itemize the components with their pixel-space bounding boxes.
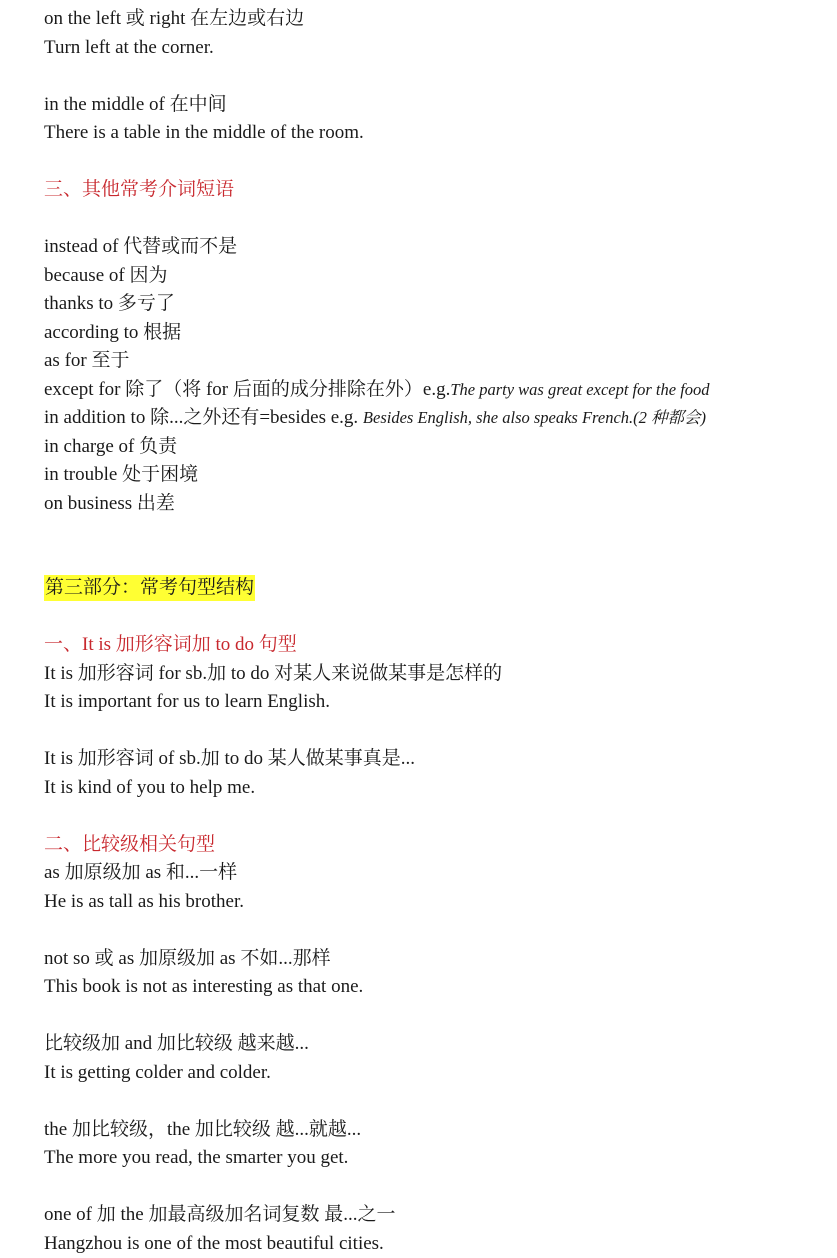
phrase-thanks-to: thanks to 多亏了 [44,290,829,319]
pattern-not-so-as: not so 或 as 加原级加 as 不如...那样 [44,945,829,974]
phrase-in-trouble: in trouble 处于困境 [44,461,829,490]
example-more-you-read: The more you read, the smarter you get. [44,1144,829,1173]
example-hangzhou: Hangzhou is one of the most beautiful cities. [44,1230,829,1258]
part-three-title-row [44,574,829,603]
example-colder-and-colder: It is getting colder and colder. [44,1059,829,1088]
pattern-as-as: as 加原级加 as 和...一样 [44,859,829,888]
phrase-except-for: except for 除了（将 for 后面的成分排除在外）e.g. [44,379,450,400]
phrase-on-business: on business 出差 [44,490,829,519]
document-page [44,5,829,1258]
phrase-on-the-left: on the left 或 right 在左边或右边 [44,5,829,34]
pattern-comparative-and-comparative: 比较级加 and 加比较级 越来越... [44,1030,829,1059]
heading-comparative-patterns: 二、比较级相关句型 [44,831,829,860]
phrase-because-of: because of 因为 [44,262,829,291]
phrase-according-to: according to 根据 [44,319,829,348]
phrase-as-for: as for 至于 [44,347,829,376]
part-three-title: 第三部分：常考句型结构 [44,575,255,601]
example-in-addition-to: Besides English, she also speaks French.(2 种都会) [363,408,706,427]
example-important: It is important for us to learn English. [44,688,829,717]
example-table-middle: There is a table in the middle of the room. [44,119,829,148]
phrase-instead-of: instead of 代替或而不是 [44,233,829,262]
heading-it-is-adj-to-do: 一、It is 加形容词加 to do 句型 [44,631,829,660]
pattern-the-more-the-more: the 加比较级，the 加比较级 越...就越... [44,1116,829,1145]
pattern-one-of-the-most: one of 加 the 加最高级加名词复数 最...之一 [44,1201,829,1230]
phrase-in-the-middle: in the middle of 在中间 [44,91,829,120]
phrase-in-charge-of: in charge of 负责 [44,433,829,462]
phrase-in-addition-to-row [44,404,829,433]
heading-prepositional-phrases: 三、其他常考介词短语 [44,176,829,205]
pattern-of-sb: It is 加形容词 of sb.加 to do 某人做某事真是... [44,745,829,774]
example-kind-of-you: It is kind of you to help me. [44,774,829,803]
phrase-except-for-row [44,376,829,405]
example-turn-left: Turn left at the corner. [44,34,829,63]
example-as-tall: He is as tall as his brother. [44,888,829,917]
pattern-for-sb: It is 加形容词 for sb.加 to do 对某人来说做某事是怎样的 [44,660,829,689]
phrase-in-addition-to: in addition to 除...之外还有=besides e.g. [44,407,363,428]
example-except-for: The party was great except for the food [450,380,709,399]
example-not-as-interesting: This book is not as interesting as that one. [44,973,829,1002]
